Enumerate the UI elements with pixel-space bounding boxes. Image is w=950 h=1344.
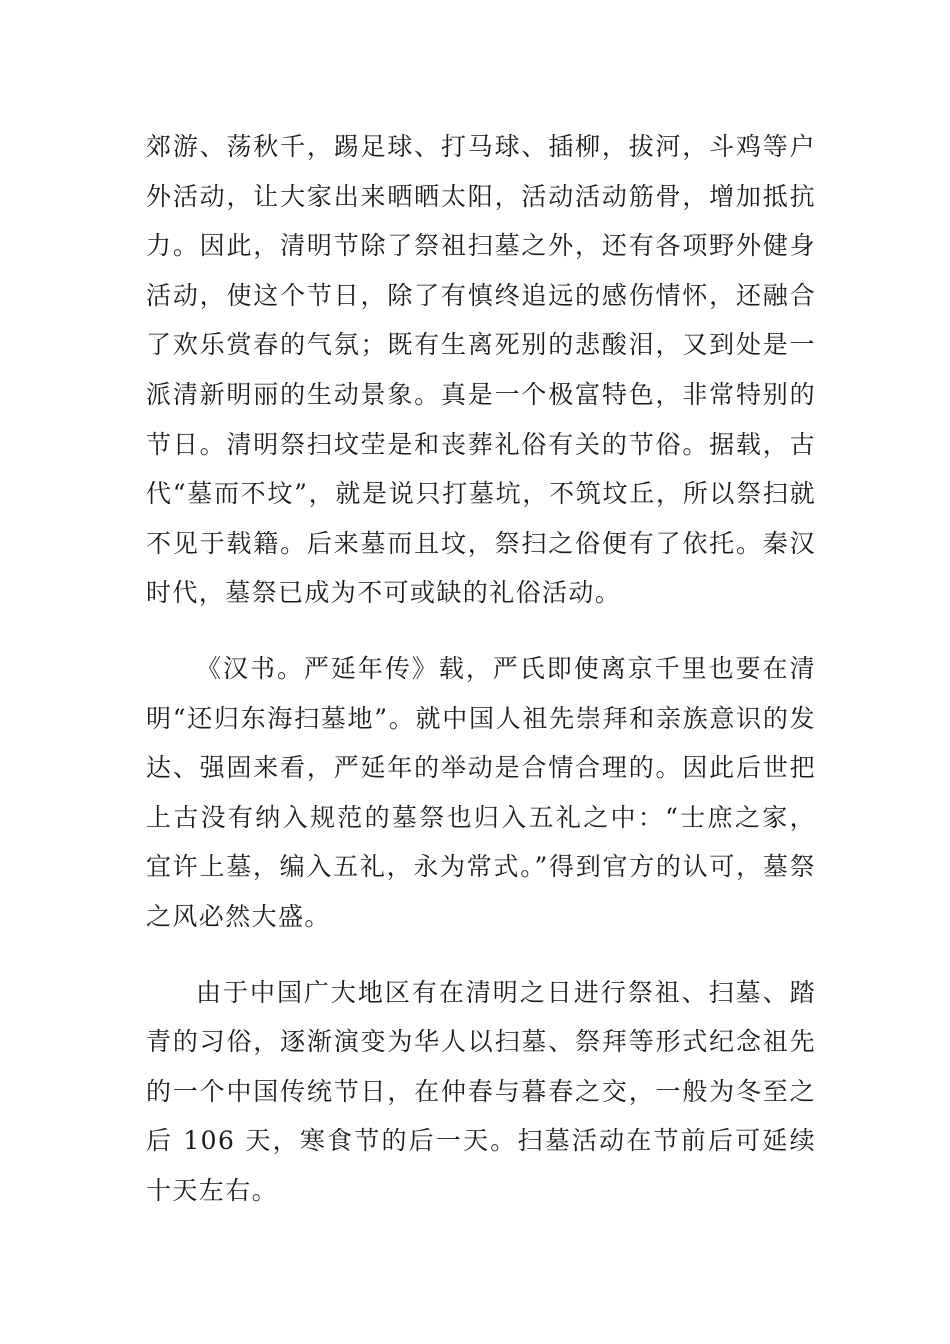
document-body (146, 122, 816, 1215)
paragraph-1: 郊游、荡秋千，踢足球、打马球、插柳，拔河，斗鸡等户外活动，让大家出来晒晒太阳，活动活动筋骨，增加抵抗力。因此，清明节除了祭祖扫墓之外，还有各项野外健身活动，使这个节日，除了有慎终追远的感伤情怀，还融合了欢乐赏春的气氛；既有生离死别的悲酸泪，又到处是一派清新明丽的生动景象。真是一个极富特色，非常特别的节日。清明祭扫坟茔是和丧葬礼俗有关的节俗。据载，古代“墓而不坟”，就是说只打墓坑，不筑坟丘，所以祭扫就不见于载籍。后来墓而且坟，祭扫之俗便有了依托。秦汉时代，墓祭已成为不可或缺的礼俗活动。 (146, 132, 816, 608)
paragraph-2: 《汉书。严延年传》载，严氏即使离京千里也要在清明“还归东海扫墓地”。就中国人祖先崇拜和亲族意识的发达、强固来看，严延年的举动是合情合理的。因此后世把上古没有纳入规范的墓祭也归入五礼之中：“士庶之家，宜许上墓，编入五礼，永为常式。”得到官方的认可，墓祭之风必然大盛。 (146, 653, 816, 931)
paragraph-3: 由于中国广大地区有在清明之日进行祭祖、扫墓、踏青的习俗，逐渐演变为华人以扫墓、祭拜等形式纪念祖先的一个中国传统节日，在仲春与暮春之交，一般为冬至之后 106 天，寒食节的后一天。扫墓活动在节前后可延续十天左右。 (146, 977, 816, 1205)
